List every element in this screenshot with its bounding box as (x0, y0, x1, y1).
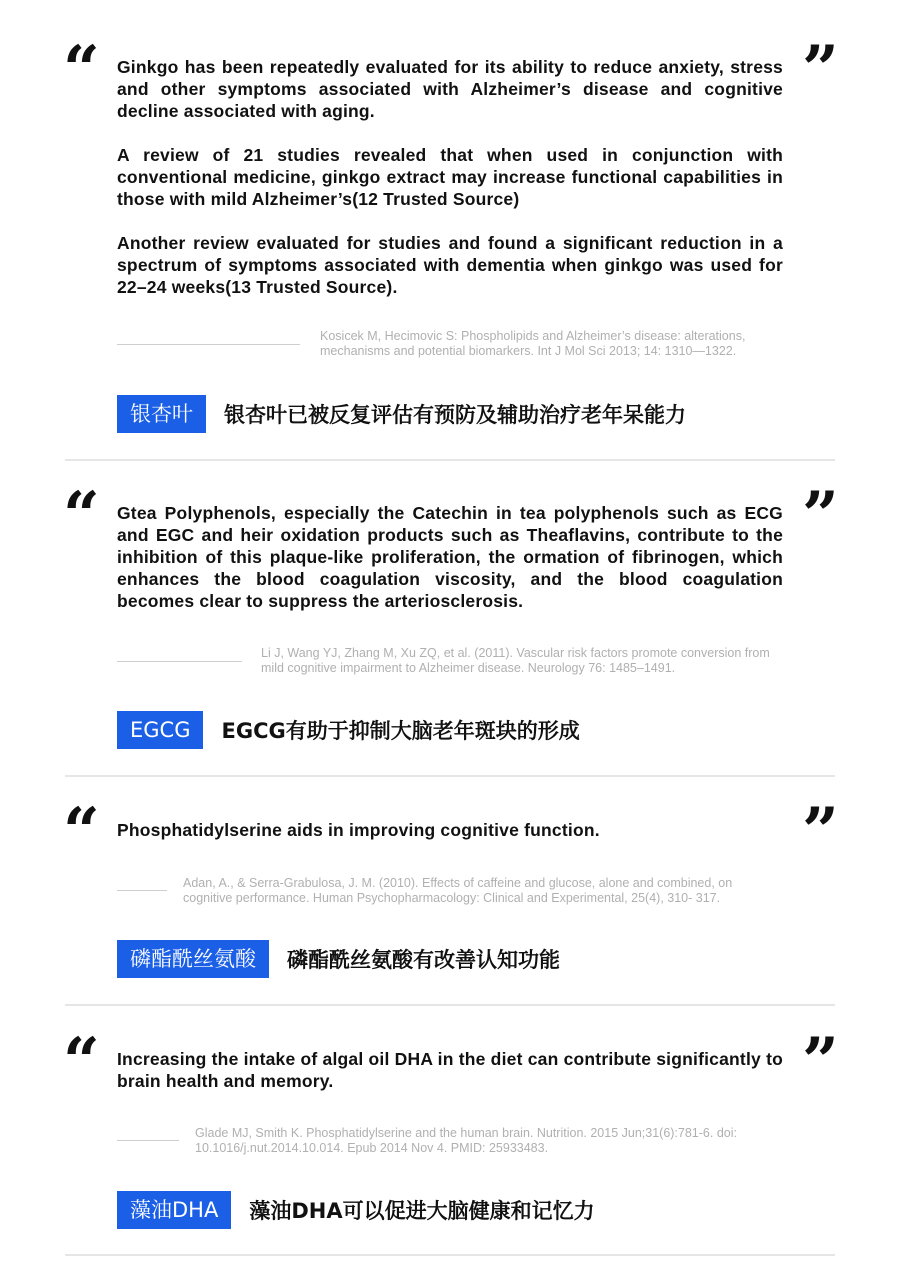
paragraph: Phosphatidylserine aids in improving cognitive function. (117, 820, 600, 840)
reference-citation: Glade MJ, Smith K. Phosphatidylserine and the human brain. Nutrition. 2015 Jun;31(6):781-6. doi: 10.1016/j.nut.2014.10.014. Epub 2014 Nov 4. PMID: 25933483. (195, 1126, 737, 1155)
tag-row (117, 1191, 595, 1229)
reference-divider (117, 1140, 179, 1141)
right-double-quote-icon: ” (802, 478, 839, 553)
section-divider (65, 459, 835, 461)
ingredient-tag: 磷酯酰丝氨酸 (117, 940, 269, 978)
section-divider (65, 775, 835, 777)
left-double-quote-icon: “ (63, 478, 100, 553)
reference-citation: Kosicek M, Hecimovic S: Phospholipids and Alzheimer’s disease: alterations, mechanisms and potential biomarkers. Int J Mol Sci 2013; 14: 1310—1322. (320, 329, 746, 358)
left-double-quote-icon: “ (63, 794, 100, 869)
section-body (117, 1048, 783, 1092)
paragraph: A review of 21 studies revealed that when used in conjunction with conventional medicine, ginkgo extract may increase functional capabilities in those with mild Alzheimer’s(12 Trusted Source) (117, 145, 783, 209)
section-divider (65, 1254, 835, 1256)
reference-divider (117, 890, 167, 891)
paragraph: Another review evaluated for studies and found a significant reduction in a spectrum of symptoms associated with dementia when ginkgo was used for 22–24 weeks(13 Trusted Source). (117, 233, 783, 297)
tag-row (117, 940, 560, 978)
tag-caption: 藻油DHA可以促进大脑健康和记忆力 (249, 1199, 595, 1223)
right-double-quote-icon: ” (802, 794, 839, 869)
tag-row (117, 395, 686, 433)
paragraph: Increasing the intake of algal oil DHA in the diet can contribute significantly to brain health and memory. (117, 1049, 783, 1091)
right-double-quote-icon: ” (802, 32, 839, 107)
ingredient-tag: 藻油DHA (117, 1191, 231, 1229)
tag-caption: 银杏叶已被反复评估有预防及辅助治疗老年呆能力 (224, 403, 686, 427)
section-body (117, 502, 783, 612)
reference-divider (117, 344, 300, 345)
section-divider (65, 1004, 835, 1006)
section-body (117, 56, 783, 298)
reference-citation: Adan, A., & Serra‐Grabulosa, J. M. (2010). Effects of caffeine and glucose, alone and combined, on cognitive performance. Human Psychopharmacology: Clinical and Experimental, 25(4), 310‐ 317. (183, 876, 733, 905)
reference-divider (117, 661, 242, 662)
section-body (117, 819, 783, 841)
ingredient-tag: EGCG (117, 711, 203, 749)
left-double-quote-icon: “ (63, 32, 100, 107)
left-double-quote-icon: “ (63, 1024, 100, 1099)
tag-caption: EGCG有助于抑制大脑老年斑块的形成 (221, 719, 580, 743)
paragraph: Ginkgo has been repeatedly evaluated for its ability to reduce anxiety, stress and other symptoms associated with Alzheimer’s disease and cognitive decline associated with aging. (117, 57, 783, 121)
tag-caption: 磷酯酰丝氨酸有改善认知功能 (287, 948, 560, 972)
paragraph: Gtea Polyphenols, especially the Catechin in tea polyphenols such as ECG and EGC and heir oxidation products such as Theaflavins, contribute to the inhibition of this plaque-like proliferation, the ormation of fibrinogen, which enhances the blood coagulation viscosity, and the blood coagulation becomes clear to suppress the arteriosclerosis. (117, 503, 783, 611)
tag-row (117, 711, 580, 749)
right-double-quote-icon: ” (802, 1024, 839, 1099)
ingredient-tag: 银杏叶 (117, 395, 206, 433)
reference-citation: Li J, Wang YJ, Zhang M, Xu ZQ, et al. (2011). Vascular risk factors promote conversion from mild cognitive impairment to Alzheimer disease. Neurology 76: 1485–1491. (261, 646, 770, 675)
